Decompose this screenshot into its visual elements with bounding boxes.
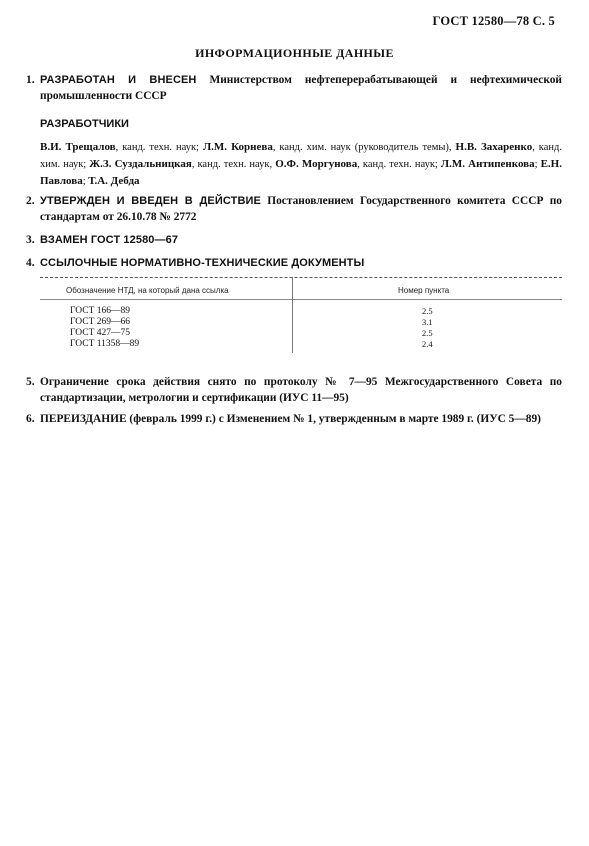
table-header-rule [40, 299, 562, 300]
table-row [40, 306, 562, 317]
developer-role: , канд. техн. наук; [115, 142, 203, 153]
item-reissue [26, 411, 562, 427]
table-row [40, 317, 562, 328]
table-header-doc: Обозначение НТД, на который дана ссылка [66, 286, 229, 295]
table-row [40, 328, 562, 339]
references-table [40, 277, 562, 353]
item-developed [26, 72, 562, 104]
developer-role: , канд. техн. наук; [357, 159, 441, 170]
developer-name: В.И. Трещалов [40, 141, 116, 153]
item-lead: ССЫЛОЧНЫЕ НОРМАТИВНО-ТЕХНИЧЕСКИЕ ДОКУМЕНТЫ [40, 257, 365, 269]
developer-role: , канд. хим. наук (руководитель темы), [272, 142, 456, 153]
item-number: 2. [26, 195, 35, 207]
item-replaces [26, 232, 562, 248]
table-cell-point: 2.4 [422, 339, 433, 349]
table-cell-doc: ГОСТ 269—66 [70, 317, 130, 327]
item-validity [26, 374, 562, 406]
item-text: (февраль 1999 г.) с Изменением № 1, утвержденным в марте 1989 г. (ИУС 5—89) [126, 413, 541, 425]
table-cell-point: 3.1 [422, 317, 433, 327]
table-cell-doc: ГОСТ 427—75 [70, 328, 130, 338]
developer-role: , канд. хим. наук; [40, 142, 562, 170]
developer-name: Т.А. Дебда [88, 175, 140, 187]
table-cell-point: 2.5 [422, 306, 433, 316]
item-lead: ВЗАМЕН ГОСТ 12580—67 [40, 234, 179, 246]
item-number: 5. [26, 376, 35, 388]
item-text: Ограничение срока действия снято по протоколу № 7—95 Межгосударственного Совета по стандартизации, метрологии и сертификации (ИУС 11—95) [40, 376, 562, 404]
developer-name: Е.Н. Павлова [40, 158, 562, 187]
table-header-point: Номер пункта [398, 286, 450, 295]
developer-name: Л.М. Корнева [202, 141, 273, 153]
developer-name: О.Ф. Моргунова [275, 158, 358, 170]
developer-role: , канд. техн. наук, [191, 159, 276, 170]
item-text: Постановлением Государственного комитета СССР по стандартам от 26.10.78 № 2772 [40, 195, 562, 223]
developer-name: Ж.З. Суздальницкая [89, 158, 192, 170]
table-cell-doc: ГОСТ 11358—89 [70, 339, 140, 349]
item-number: 6. [26, 413, 35, 425]
developer-name: Л.М. Антипенкова [440, 158, 535, 170]
developers-list [40, 139, 562, 190]
developer-name: Н.В. Захаренко [455, 141, 533, 153]
developer-role: ; [534, 159, 541, 170]
page-header: ГОСТ 12580—78 С. 5 [432, 14, 555, 28]
developer-role: ; [82, 176, 89, 187]
item-number: 1. [26, 74, 35, 86]
table-top-rule [40, 277, 562, 278]
table-cell-point: 2.5 [422, 328, 433, 338]
item-number: 4. [26, 257, 35, 269]
item-number: 3. [26, 234, 35, 246]
item-references [26, 255, 562, 271]
item-lead: ПЕРЕИЗДАНИЕ [40, 413, 127, 425]
item-text: Министерством нефтеперерабатывающей и нефтехимической промышленности СССР [40, 74, 562, 102]
table-cell-doc: ГОСТ 166—89 [70, 306, 130, 316]
table-row [40, 339, 562, 350]
page-title: ИНФОРМАЦИОННЫЕ ДАННЫЕ [195, 46, 394, 60]
item-lead: РАЗРАБОТАН И ВНЕСЕН [40, 74, 197, 86]
developers-heading: РАЗРАБОТЧИКИ [40, 118, 129, 130]
item-approved [26, 193, 562, 225]
item-lead: УТВЕРЖДЕН И ВВЕДЕН В ДЕЙСТВИЕ [40, 195, 261, 207]
